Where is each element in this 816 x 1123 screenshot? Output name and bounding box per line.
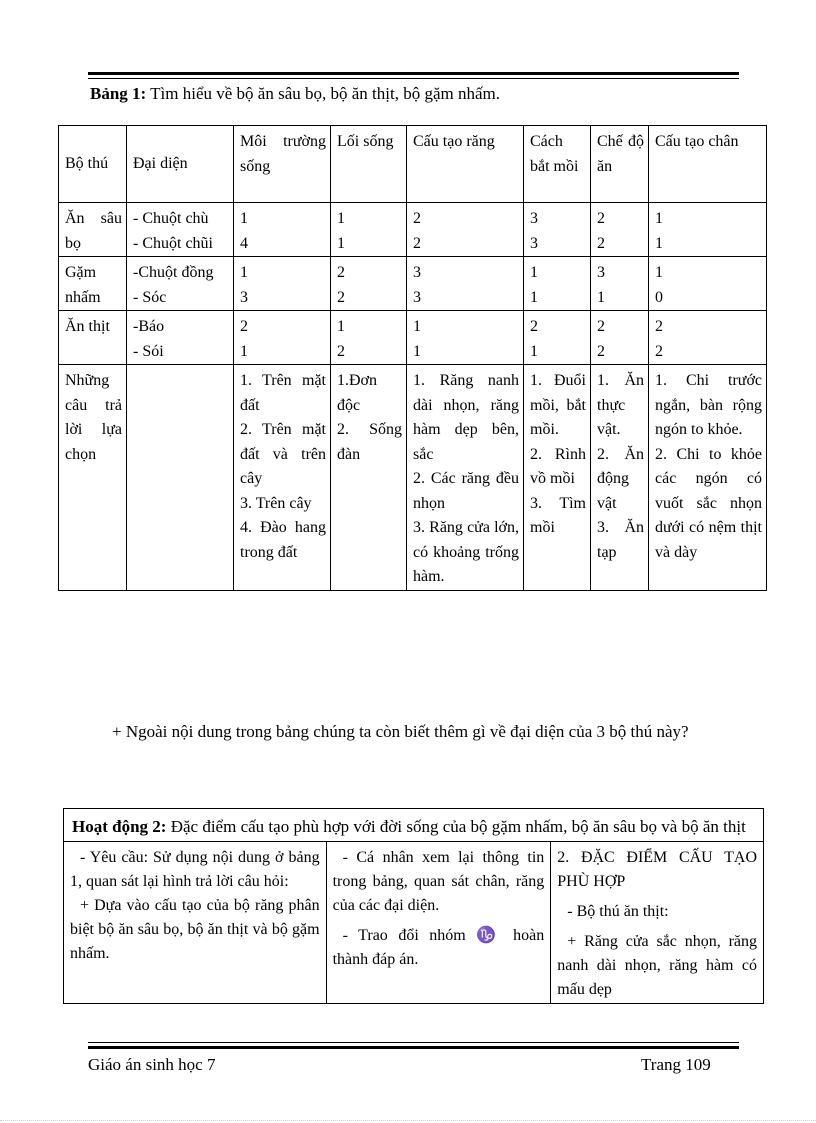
order-cell: Ăn sâu bọ bbox=[59, 203, 127, 257]
footer-rule-thick bbox=[88, 1046, 739, 1049]
lifestyle-cell: 2 2 bbox=[331, 257, 407, 311]
order-cell: Ăn thịt bbox=[59, 311, 127, 365]
legs-cell: 2 2 bbox=[649, 311, 767, 365]
table1-caption bbox=[90, 84, 500, 104]
activity-title: Đặc điểm cấu tạo phù hợp với đời sống của bộ gặm nhấm, bộ ăn sâu bọ và bộ ăn thịt bbox=[166, 817, 746, 836]
table-row bbox=[59, 311, 767, 365]
diet-cell: 2 2 bbox=[591, 311, 649, 365]
teeth-cell: 1. Răng nanh dài nhọn, răng hàm dẹp bên, sắc 2. Các răng đều nhọn 3. Răng cửa lớn, có khoảng trống hàm. bbox=[407, 365, 524, 591]
legs-cell: 1 1 bbox=[649, 203, 767, 257]
diet-cell: 2 2 bbox=[591, 203, 649, 257]
table-row bbox=[59, 203, 767, 257]
representative-cell: - Chuột chù - Chuột chũi bbox=[127, 203, 234, 257]
content-cell bbox=[551, 842, 764, 1004]
diet-cell: 1. Ăn thực vật. 2. Ăn động vật 3. Ăn tạp bbox=[591, 365, 649, 591]
lifestyle-cell: 1 1 bbox=[331, 203, 407, 257]
representative-cell: -Báo - Sói bbox=[127, 311, 234, 365]
header-cell: Cấu tạo chân bbox=[655, 133, 739, 150]
lifestyle-cell: 1.Đơn độc 2. Sống đàn bbox=[331, 365, 407, 591]
caption-text: Tìm hiểu về bộ ăn sâu bọ, bộ ăn thịt, bộ gặm nhấm. bbox=[146, 84, 501, 103]
teacher-paragraph: - Yêu cầu: Sử dụng nội dung ở bảng 1, quan sát lại hình trả lời câu hỏi: bbox=[70, 849, 320, 890]
hunting-cell: 3 3 bbox=[524, 203, 591, 257]
teeth-cell: 2 2 bbox=[407, 203, 524, 257]
activity-header bbox=[64, 809, 764, 842]
hunting-cell: 2 1 bbox=[524, 311, 591, 365]
header-cell: Cấu tạo răng bbox=[413, 133, 495, 150]
content-heading: 2. ĐẶC ĐIỂM CẤU TẠO PHÙ HỢP bbox=[557, 849, 757, 890]
hunting-cell: 1. Đuổi mồi, bắt mồi. 2. Rình vồ mồi 3. Tìm mồi bbox=[524, 365, 591, 591]
diet-cell: 3 1 bbox=[591, 257, 649, 311]
teeth-cell: 3 3 bbox=[407, 257, 524, 311]
student-paragraph: - Trao đổi nhóm ♑ hoàn thành đáp án. bbox=[332, 927, 545, 968]
table-row bbox=[59, 257, 767, 311]
footer-rule-thin bbox=[88, 1042, 739, 1043]
header-cell: Chế độ ăn bbox=[597, 133, 644, 175]
table-2 bbox=[63, 808, 764, 1004]
discussion-question: + Ngoài nội dung trong bảng chúng ta còn biết thêm gì về đại diện của 3 bộ thú này? bbox=[112, 722, 689, 741]
order-cell: Những câu trả lời lựa chọn bbox=[59, 365, 127, 591]
page-edge bbox=[0, 1120, 816, 1121]
representative-cell bbox=[127, 365, 234, 591]
header-cell: Cách bắt mồi bbox=[530, 133, 579, 175]
teacher-paragraph: + Dựa vào cấu tạo của bộ răng phân biệt bộ ăn sâu bọ, bộ ăn thịt và bộ gặm nhấm. bbox=[70, 897, 320, 962]
table-row bbox=[59, 365, 767, 591]
header-rule-thick bbox=[88, 72, 739, 75]
header-cell: Lối sống bbox=[337, 133, 394, 150]
lifestyle-cell: 1 2 bbox=[331, 311, 407, 365]
student-activity-cell bbox=[326, 842, 551, 1004]
header-cell: Đại diện bbox=[133, 154, 188, 172]
content-paragraph: + Răng cửa sắc nhọn, răng nanh dài nhọn, răng hàm có mấu dẹp bbox=[557, 933, 757, 998]
table-header-row bbox=[59, 126, 767, 203]
order-cell: Gặm nhấm bbox=[59, 257, 127, 311]
legs-cell: 1 0 bbox=[649, 257, 767, 311]
environment-cell: 2 1 bbox=[234, 311, 331, 365]
header-cell: Bộ thú bbox=[65, 154, 109, 172]
content-paragraph: - Bộ thú ăn thịt: bbox=[567, 903, 669, 920]
page-number: Trang 109 bbox=[641, 1055, 711, 1074]
teeth-cell: 1 1 bbox=[407, 311, 524, 365]
footer-title: Giáo án sinh học 7 bbox=[88, 1055, 216, 1074]
table-1 bbox=[58, 125, 767, 591]
environment-cell: 1 3 bbox=[234, 257, 331, 311]
environment-cell: 1 4 bbox=[234, 203, 331, 257]
student-paragraph: - Cá nhân xem lại thông tin trong bảng, quan sát chân, răng của các đại diện. bbox=[332, 849, 545, 914]
representative-cell: -Chuột đồng - Sóc bbox=[127, 257, 234, 311]
environment-cell: 1. Trên mặt đất 2. Trên mặt đất và trên cây 3. Trên cây 4. Đào hang trong đất bbox=[234, 365, 331, 591]
header-cell: Môi trường sống bbox=[240, 133, 326, 175]
header-rule-thin bbox=[88, 78, 739, 79]
hunting-cell: 1 1 bbox=[524, 257, 591, 311]
teacher-activity-cell bbox=[64, 842, 327, 1004]
legs-cell: 1. Chi trước ngắn, bàn rộng ngón to khỏe. 2. Chi to khỏe các ngón có vuốt sắc nhọn dưới có nệm thịt và dày bbox=[649, 365, 767, 591]
caption-label: Bảng 1: bbox=[90, 84, 147, 103]
activity-label: Hoạt động 2: bbox=[72, 817, 167, 836]
